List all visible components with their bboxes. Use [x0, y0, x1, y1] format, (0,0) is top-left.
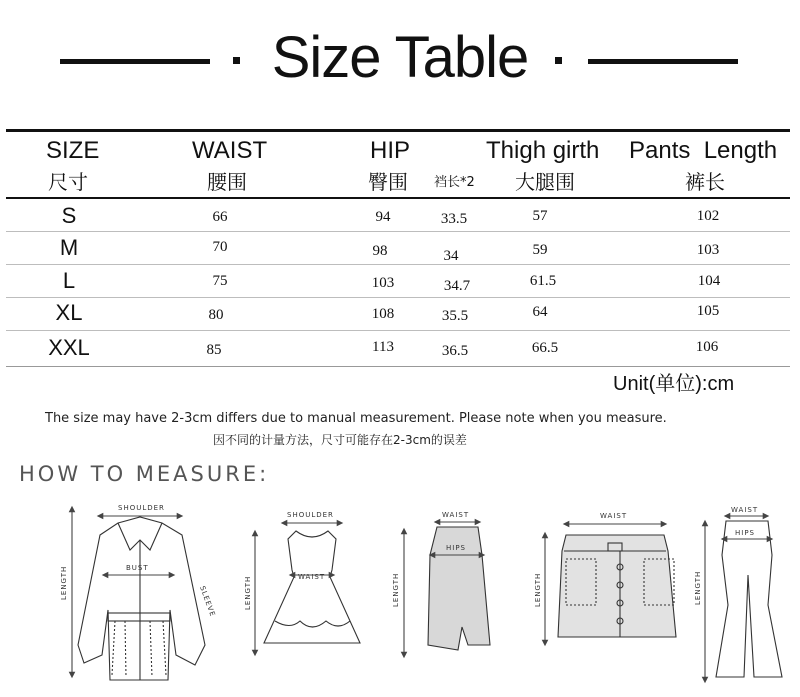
header-hip: HIP	[370, 137, 411, 164]
row-divider	[6, 231, 790, 232]
waist-cell: 80	[208, 307, 224, 323]
length-cell: 103	[696, 242, 720, 258]
length-label: LENGTH	[534, 572, 542, 607]
flared-pants-diagram	[694, 506, 782, 680]
table-top-rule	[6, 129, 790, 132]
rise-cell: 33.5	[440, 211, 468, 227]
row-divider	[6, 264, 790, 265]
waist-cell: 66	[212, 209, 228, 225]
title-dot-left	[233, 57, 240, 64]
hip-cell: 94	[375, 209, 391, 225]
length-cell: 105	[696, 303, 720, 319]
shoulder-label: SHOULDER	[118, 504, 165, 512]
thigh-cell: 61.5	[529, 273, 557, 289]
thigh-cell: 57	[532, 208, 548, 224]
pencil-skirt-diagram	[392, 511, 490, 655]
unit-label: Unit(单位):cm	[613, 373, 735, 395]
hip-cell: 103	[371, 275, 395, 291]
waist-cell: 85	[206, 342, 222, 358]
hips-label: HIPS	[735, 529, 755, 537]
rise-cell: 35.5	[441, 308, 469, 324]
title-line-left	[60, 59, 210, 64]
measurement-note-en: The size may have 2-3cm differs due to manual measurement. Please note when you measure.	[45, 411, 667, 426]
header-size: SIZE	[46, 137, 100, 164]
how-to-measure-heading: HOW TO MEASURE:	[19, 462, 270, 486]
waist-cell: 70	[212, 239, 228, 255]
thigh-cell: 64	[532, 304, 548, 320]
shoulder-label: SHOULDER	[287, 511, 334, 519]
header-waist: WAIST	[192, 137, 268, 164]
waist-cell: 75	[212, 273, 228, 289]
title-dot-right	[555, 57, 562, 64]
measurement-diagrams	[0, 495, 800, 695]
header-size-cn: 尺寸	[48, 170, 88, 194]
title-line-right	[588, 59, 738, 64]
length-cell: 102	[696, 208, 720, 224]
hips-label: HIPS	[446, 544, 466, 552]
header-pants-length: Pants Length	[629, 137, 778, 164]
rise-cell: 36.5	[441, 343, 469, 359]
waist-label: WAIST	[442, 511, 470, 519]
bust-label: BUST	[126, 564, 149, 572]
header-thigh: Thigh girth	[486, 137, 600, 164]
length-cell: 104	[697, 273, 721, 289]
row-divider	[6, 330, 790, 331]
length-label: LENGTH	[244, 575, 252, 610]
waist-label: WAIST	[600, 512, 628, 520]
rise-cell: 34	[443, 248, 459, 264]
sleeve-label: SLEEVE	[198, 584, 217, 619]
size-cell: M	[59, 235, 79, 260]
header-pants-length-cn: 裤长	[685, 170, 725, 194]
thigh-cell: 66.5	[531, 340, 559, 356]
header-waist-cn: 腰围	[207, 170, 247, 194]
waist-label: WAIST	[298, 573, 326, 581]
waist-label: WAIST	[731, 506, 759, 514]
header-rise-cn: 裆长*2	[434, 175, 475, 190]
length-cell: 106	[695, 339, 719, 355]
page-title: Size Table	[271, 25, 529, 90]
size-cell: S	[61, 203, 77, 228]
header-thigh-cn: 大腿围	[515, 170, 575, 194]
hip-cell: 113	[372, 339, 394, 355]
hip-cell: 98	[372, 243, 388, 259]
table-header-rule	[6, 197, 790, 199]
row-divider	[6, 366, 790, 367]
rise-cell: 34.7	[443, 278, 471, 294]
length-label: LENGTH	[694, 570, 702, 605]
size-cell: XXL	[48, 335, 90, 360]
header-hip-cn: 臀围	[368, 170, 408, 194]
coat-diagram	[60, 504, 217, 680]
row-divider	[6, 297, 790, 298]
thigh-cell: 59	[532, 242, 548, 258]
length-label: LENGTH	[392, 572, 400, 607]
size-cell: XL	[55, 300, 83, 325]
dress-diagram	[244, 511, 360, 653]
measurement-note-cn: 因不同的计量方法，尺寸可能存在2-3cm的误差	[213, 433, 467, 447]
length-label: LENGTH	[60, 565, 68, 600]
denim-skirt-diagram	[534, 512, 676, 643]
size-cell: L	[62, 268, 76, 293]
hip-cell: 108	[371, 306, 395, 322]
